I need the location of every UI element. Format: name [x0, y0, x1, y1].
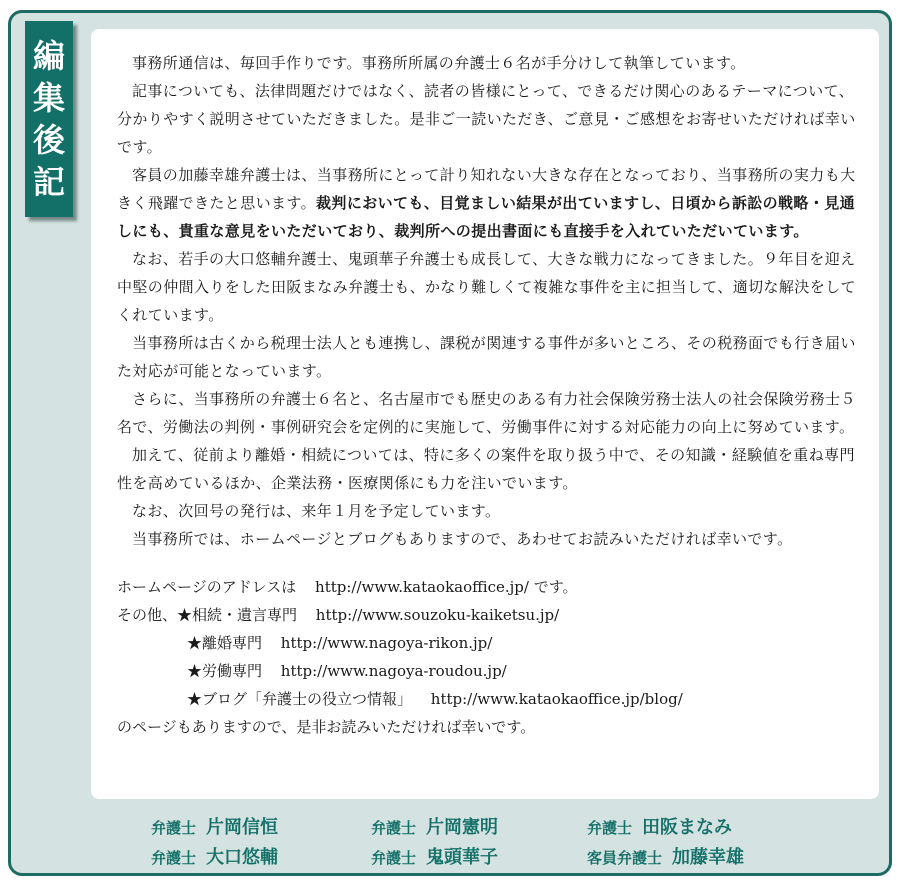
paragraph: 加えて、従前より離婚・相続については、特に多くの案件を取り扱う中で、その知識・経験値を重ね専門性を高めているほか、企業法務・医療関係にも力を注いでいます。	[117, 446, 855, 492]
signature-name: 片岡信恒	[206, 817, 279, 838]
signature	[587, 843, 744, 869]
paragraph	[117, 161, 867, 245]
tab-char: 集	[32, 79, 65, 117]
signature	[371, 813, 498, 839]
signature-role: 弁護士	[151, 819, 197, 837]
tab-char: 記	[32, 163, 65, 201]
paragraph: なお、次回号の発行は、来年１月を予定しています。	[132, 502, 501, 520]
signature	[151, 843, 278, 869]
signature	[151, 813, 278, 839]
paragraph: 記事についても、法律問題だけではなく、読者の皆様にとって、できるだけ関心のあるテーマについて、分かりやすく説明させていただきました。是非ご一読いただき、ご意見・ご感想をお寄せいただければ幸いです。	[117, 82, 856, 156]
signature-role: 弁護士	[371, 849, 417, 867]
signature-name: 鬼頭華子	[426, 847, 499, 868]
signature-name: 大口悠輔	[206, 847, 279, 868]
homepage-label: ホームページのアドレスは	[117, 578, 297, 596]
editorial-body	[91, 29, 879, 799]
souzoku-url[interactable]: http://www.souzoku-kaiketsu.jp/	[315, 606, 560, 624]
signature-role: 弁護士	[371, 819, 417, 837]
roudou-label: ★労働専門	[187, 662, 263, 680]
paragraph-bold: 裁判においても、目覚ましい結果が出ていますし、日頃から訴訟の戦略・見通しにも、貴重な意見をいただいており、裁判所への提出書面にも直接手を入れていただいています。	[117, 194, 856, 240]
rikon-label: ★離婚専門	[187, 634, 263, 652]
tab-char: 後	[32, 121, 65, 159]
paragraph: 当事務所では、ホームページとブログもありますので、あわせてお読みいただければ幸いです。	[132, 530, 793, 548]
signature-name: 田阪まなみ	[642, 817, 733, 838]
section-tab	[25, 21, 73, 217]
homepage-url[interactable]: http://www.kataokaoffice.jp/	[315, 578, 529, 596]
signature-name: 片岡憲明	[426, 817, 499, 838]
blog-label: ★ブログ「弁護士の役立つ情報」	[187, 690, 413, 708]
signature-name: 加藤幸雄	[672, 847, 745, 868]
paragraph: 当事務所は古くから税理士法人とも連携し、課税が関連する事件が多いところ、その税務面でも行き届いた対応が可能となっています。	[117, 334, 856, 380]
paragraph: なお、若手の大口悠輔弁護士、鬼頭華子弁護士も成長して、大きな戦力になってきました。９年目を迎え中堅の仲間入りをした田阪まなみ弁護士も、かなり難しくて複雑な事件を主に担当して、適切な解決をしてくれています。	[117, 250, 856, 324]
signature-role: 客員弁護士	[587, 849, 663, 867]
paragraph: さらに、当事務所の弁護士６名と、名古屋市でも歴史のある有力社会保険労務士法人の社会保険労務士５名で、労働法の判例・事例研究会を定例的に実施して、労働事件に対する対応能力の向上に努めています。	[117, 390, 856, 436]
souzoku-label: その他、★相続・遺言専門	[117, 606, 298, 624]
closing-line: のページもありますので、是非お読みいただければ幸いです。	[117, 718, 536, 736]
signature	[587, 813, 732, 839]
rikon-url[interactable]: http://www.nagoya-rikon.jp/	[280, 634, 493, 652]
paragraph: 事務所通信は、毎回手作りです。事務所所属の弁護士６名が手分けして執筆しています。	[132, 54, 746, 72]
homepage-line	[117, 573, 867, 601]
blog-line	[117, 685, 867, 713]
roudou-url[interactable]: http://www.nagoya-roudou.jp/	[280, 662, 507, 680]
rikon-line	[117, 629, 867, 657]
blog-url[interactable]: http://www.kataokaoffice.jp/blog/	[430, 690, 683, 708]
link-list	[117, 573, 867, 741]
editorial-frame	[8, 10, 892, 876]
tab-char: 編	[32, 37, 65, 75]
souzoku-line	[117, 601, 867, 629]
paragraph-lead: 客員の加藤幸雄弁護士は、当事務所にとって計り知れない大きな存在となっており、当事務所の実力も大きく飛躍できたと思います。	[117, 166, 856, 212]
homepage-suffix: です。	[533, 578, 578, 596]
signature-role: 弁護士	[587, 819, 633, 837]
signature-block	[151, 807, 871, 871]
roudou-line	[117, 657, 867, 685]
signature-role: 弁護士	[151, 849, 197, 867]
signature	[371, 843, 498, 869]
